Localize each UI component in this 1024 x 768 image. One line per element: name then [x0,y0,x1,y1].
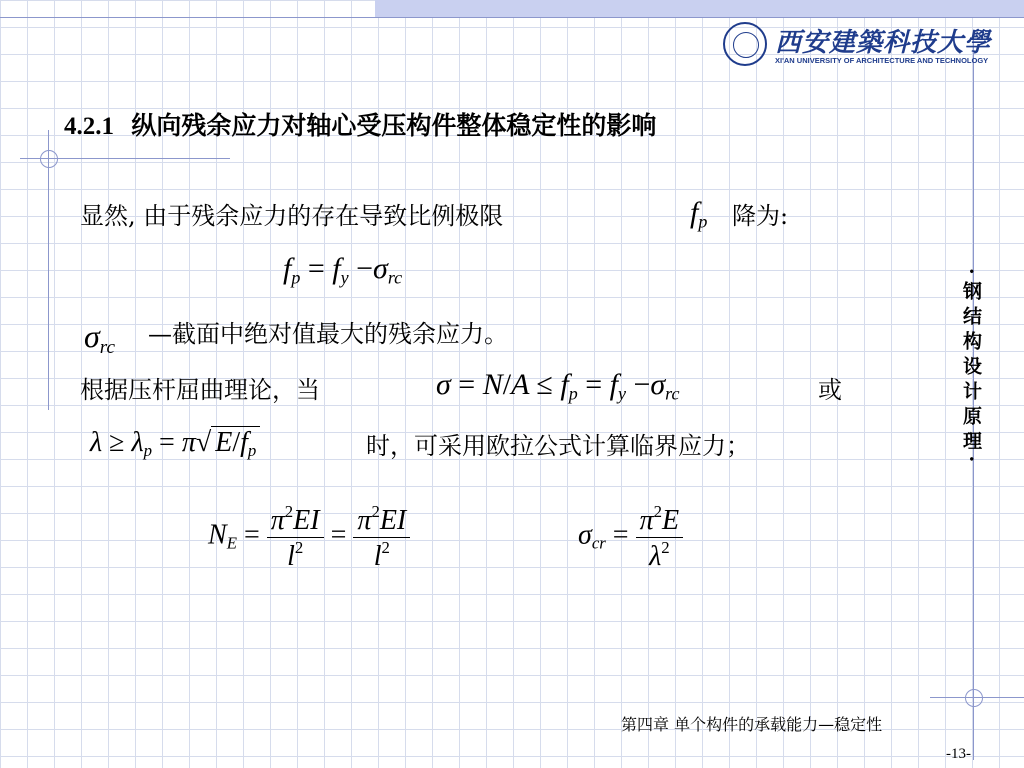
formula-fp-definition: $f_p = f_y -\sigma_{rc}$ [283,252,403,288]
formula-sigma-rc: $\sigma_{rc}$ [84,318,116,358]
formula-euler-load: $N_E$ = $\frac{\pi^2EI}{l^2}$ = $\frac{\pi^2EI}{l^2}$ [208,502,410,573]
course-name-vertical: ·钢结构设计原理· [960,268,982,469]
line1-text: 显然, 由于残余应力的存在导致比例极限 [80,202,504,230]
university-logo [723,22,992,74]
formula-condition: $\sigma = N/A \le f_p = f_y -\sigma_{rc}$ [436,368,680,404]
formula-fp-inline: $f_p$ [690,196,708,232]
line4-text: 根据压杆屈曲理论，当 [80,376,320,404]
section-number: 4.2.1 [64,113,114,140]
section-title-text: 纵向残余应力对轴心受压构件整体稳定性的影响 [131,111,657,140]
university-name-cn: 西安建築科技大學 [775,28,992,58]
line4-suffix: 或 [818,376,842,404]
header-rule [0,17,1024,18]
section-title [64,106,656,142]
formula-euler-stress: $\sigma_{cr}$ = $\frac{\pi^2E}{\lambda^2}$ [578,502,683,573]
formula-slenderness: $\lambda \ge \lambda_p = \pi√$ $E/f_p$ [90,426,260,461]
left-vertical-rule [48,130,49,410]
university-name-en: XI'AN UNIVERSITY OF ARCHITECTURE AND TECHNOLOGY [775,56,989,65]
line5-text: 时，可采用欧拉公式计算临界应力； [366,432,750,460]
chapter-footer: 第四章 单个构件的承载能力—稳定性 [621,715,883,734]
page-number: -13- [946,746,971,762]
left-circle-ornament [40,150,58,168]
university-seal-icon [723,22,767,66]
header-band [375,0,1024,17]
paragraph-line-1 [80,196,503,231]
line3-text: —截面中绝对值最大的残余应力。 [148,320,508,348]
right-circle-ornament [965,689,983,707]
line1-suffix: 降为: [732,202,789,230]
